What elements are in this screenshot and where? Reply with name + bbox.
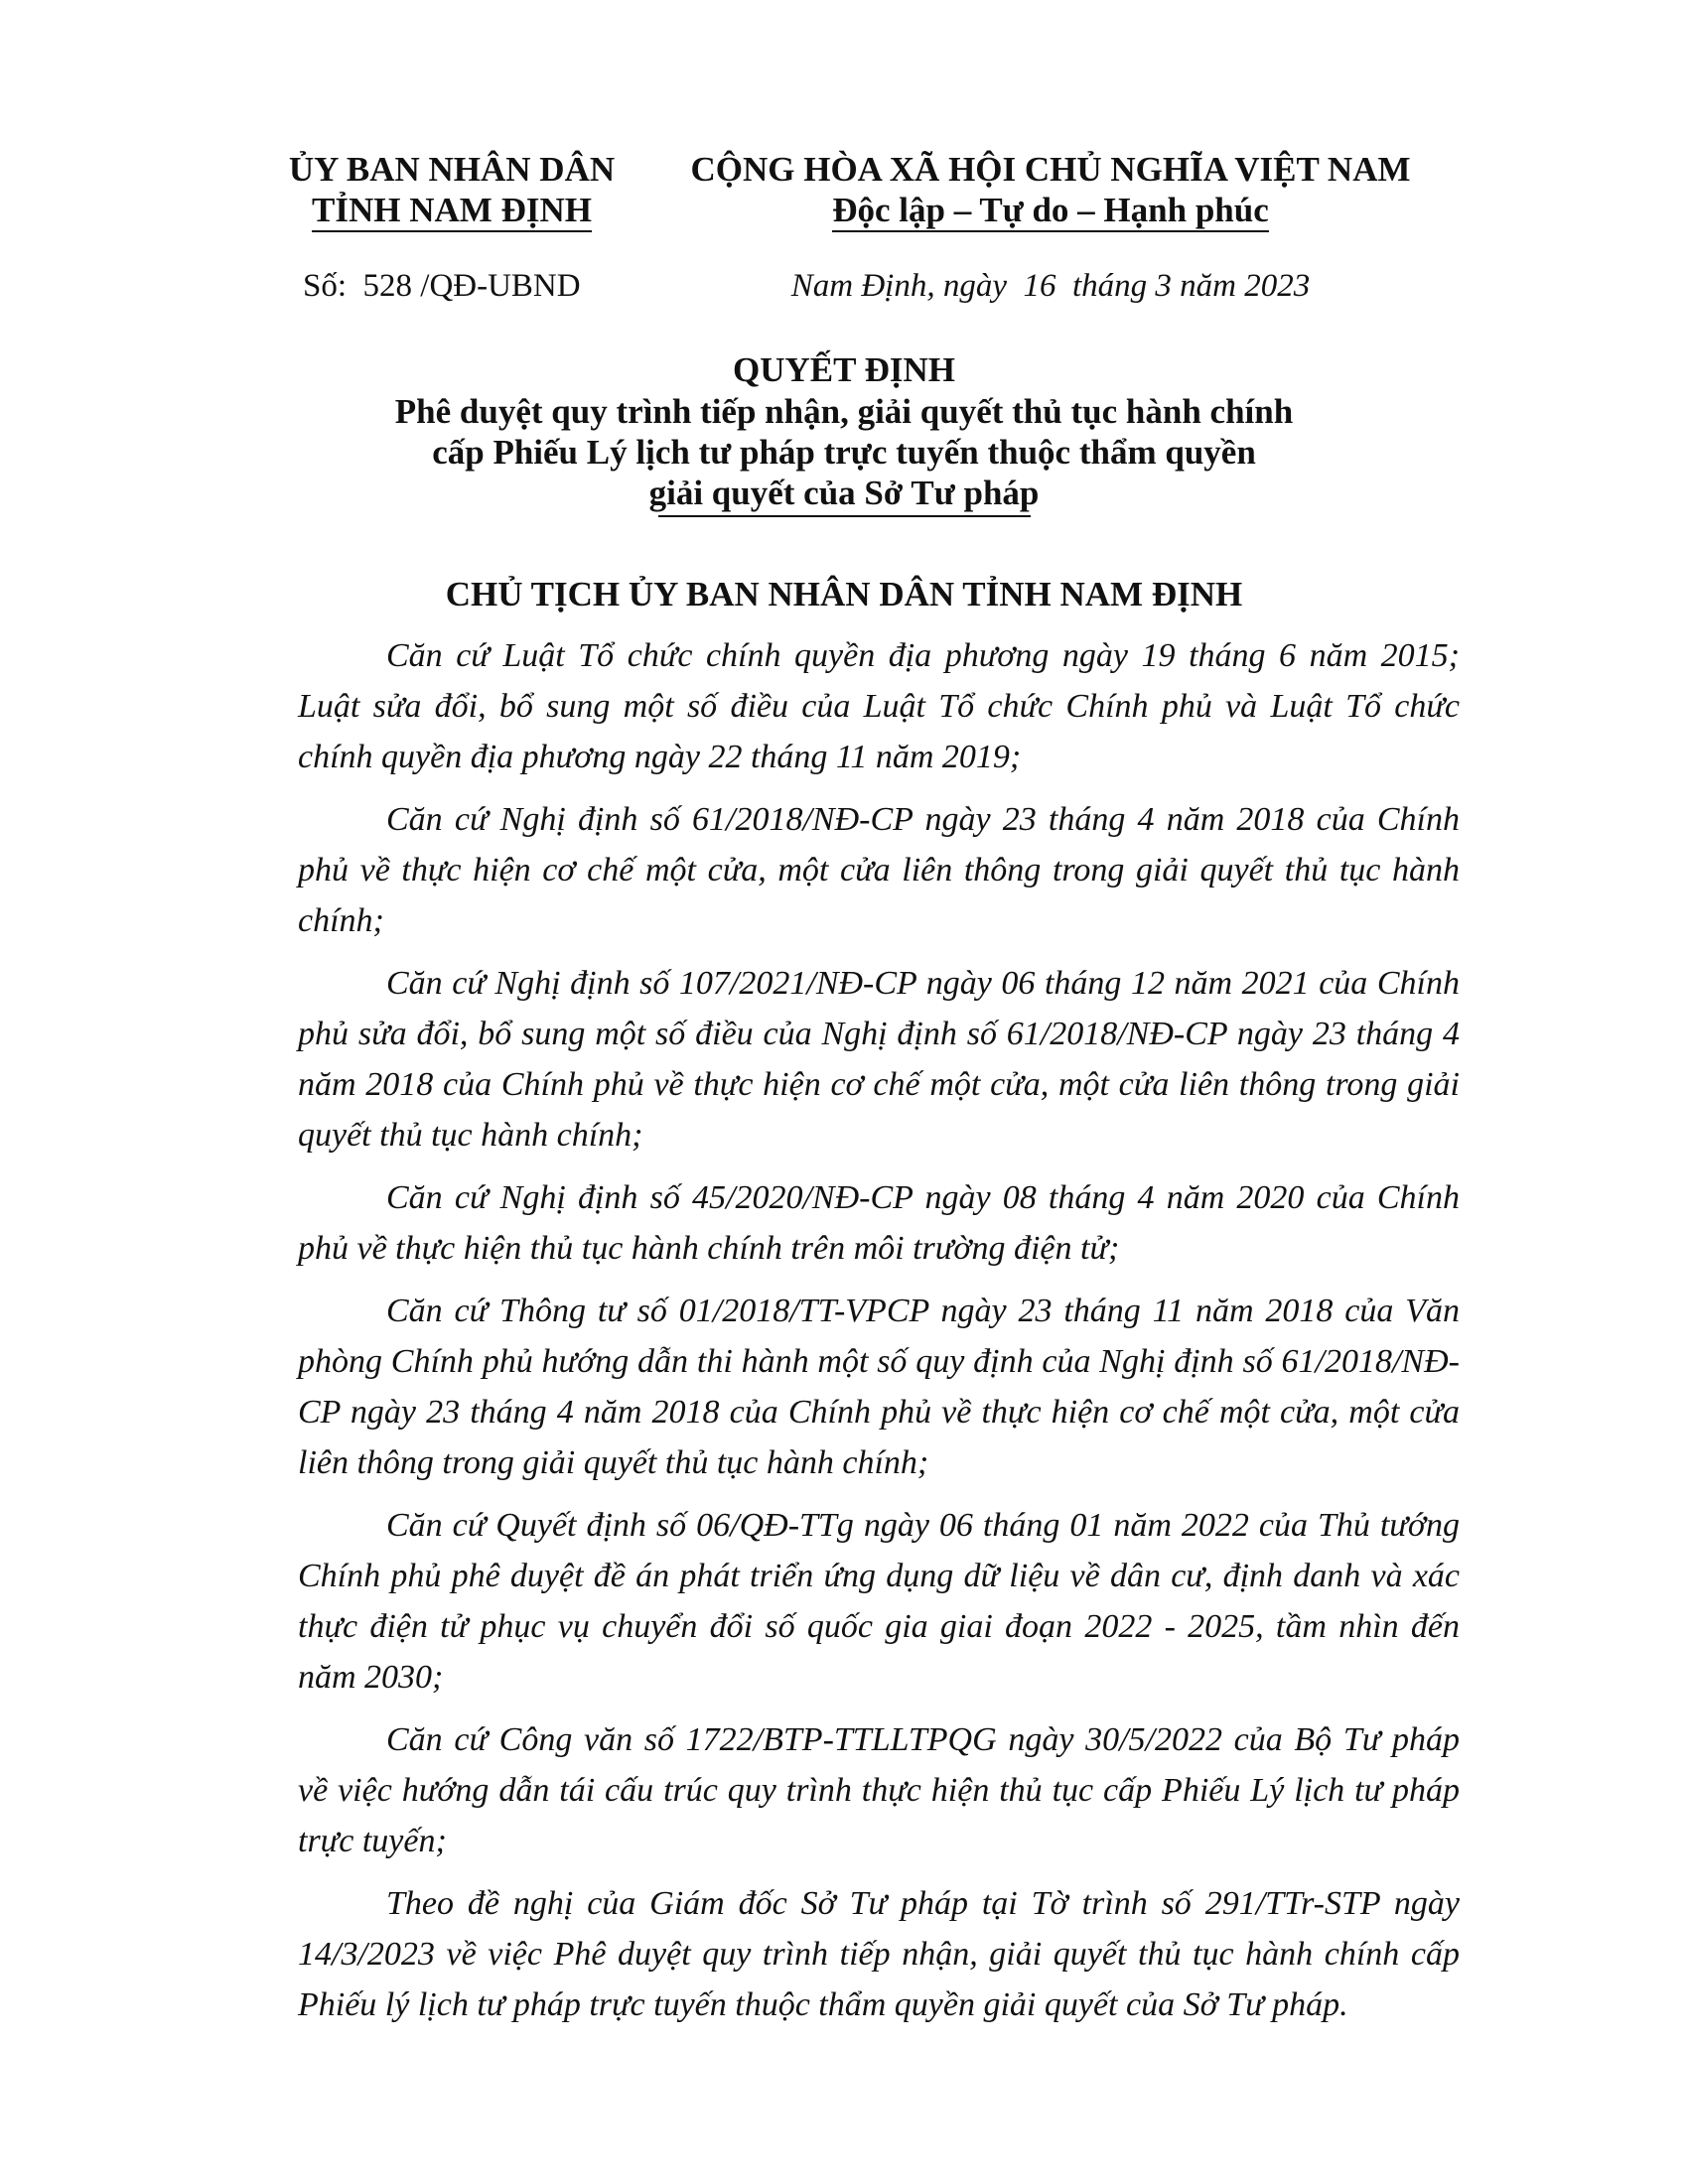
decision-subject-line-3: giải quyết của Sở Tư pháp [648, 474, 1040, 512]
decision-subject-line-2: cấp Phiếu Lý lịch tư pháp trực tuyến thuộc thẩm quyền [432, 433, 1256, 472]
decision-title: QUYẾT ĐỊNH [733, 350, 955, 389]
decision-title-block [253, 349, 1435, 517]
preamble-paragraph: Theo đề nghị của Giám đốc Sở Tư pháp tại Tờ trình số 291/TTr-STP ngày 14/3/2023 về việc Phê duyệt quy trình tiếp nhận, giải quyết thủ tục hành chính cấp Phiếu lý lịch tư pháp trực tuyến thuộc thẩm quyền giải quyết của Sở Tư pháp. [298, 1885, 1460, 2023]
preamble-paragraph: Căn cứ Quyết định số 06/QĐ-TTg ngày 06 tháng 01 năm 2022 của Thủ tướng Chính phủ phê duyệt đề án phát triển ứng dụng dữ liệu về dân cư, định danh và xác thực điện tử phục vụ chuyển đổi số quốc gia giai đoạn 2022 - 2025, tầm nhìn đến năm 2030; [298, 1507, 1460, 1696]
preamble [298, 630, 1460, 2042]
document-date: Nam Định, ngày 16 tháng 3 năm 2023 [790, 268, 1311, 304]
agency-name: ỦY BAN NHÂN DÂN [288, 150, 616, 189]
title-divider [658, 515, 1031, 517]
province-name: TỈNH NAM ĐỊNH [253, 190, 650, 230]
preamble-paragraph: Căn cứ Nghị định số 45/2020/NĐ-CP ngày 08 tháng 4 năm 2020 của Chính phủ về thực hiện thủ tục hành chính trên môi trường điện tử; [298, 1179, 1460, 1267]
national-motto: Độc lập – Tự do – Hạnh phúc [663, 190, 1438, 230]
national-header [663, 149, 1438, 230]
nation-name: CỘNG HÒA XÃ HỘI CHỦ NGHĨA VIỆT NAM [690, 150, 1411, 189]
preamble-paragraph: Căn cứ Thông tư số 01/2018/TT-VPCP ngày 23 tháng 11 năm 2018 của Văn phòng Chính phủ hướng dẫn thi hành một số quy định của Nghị định số 61/2018/NĐ-CP ngày 23 tháng 4 năm 2018 của Chính phủ về thực hiện cơ chế một cửa, một cửa liên thông trong giải quyết thủ tục hành chính; [298, 1293, 1460, 1481]
preamble-paragraph: Căn cứ Nghị định số 61/2018/NĐ-CP ngày 23 tháng 4 năm 2018 của Chính phủ về thực hiện cơ chế một cửa, một cửa liên thông trong giải quyết thủ tục hành chính; [298, 801, 1460, 939]
agency-header [253, 149, 650, 230]
preamble-paragraph: Căn cứ Nghị định số 107/2021/NĐ-CP ngày 06 tháng 12 năm 2021 của Chính phủ sửa đổi, bổ sung một số điều của Nghị định số 61/2018/NĐ-CP ngày 23 tháng 4 năm 2018 của Chính phủ về thực hiện cơ chế một cửa, một cửa liên thông trong giải quyết thủ tục hành chính; [298, 965, 1460, 1154]
document-number: Số: 528 /QĐ-UBND [303, 268, 581, 304]
preamble-paragraph: Căn cứ Luật Tổ chức chính quyền địa phương ngày 19 tháng 6 năm 2015; Luật sửa đổi, bổ sung một số điều của Luật Tổ chức Chính phủ và Luật Tổ chức chính quyền địa phương ngày 22 tháng 11 năm 2019; [298, 637, 1460, 775]
decision-subject-line-1: Phê duyệt quy trình tiếp nhận, giải quyết thủ tục hành chính [394, 392, 1294, 431]
issuing-authority: CHỦ TỊCH ỦY BAN NHÂN DÂN TỈNH NAM ĐỊNH [445, 575, 1243, 614]
preamble-paragraph: Căn cứ Công văn số 1722/BTP-TTLLTPQG ngày 30/5/2022 của Bộ Tư pháp về việc hướng dẫn tái cấu trúc quy trình thực hiện thủ tục cấp Phiếu Lý lịch tư pháp trực tuyến; [298, 1721, 1460, 1859]
